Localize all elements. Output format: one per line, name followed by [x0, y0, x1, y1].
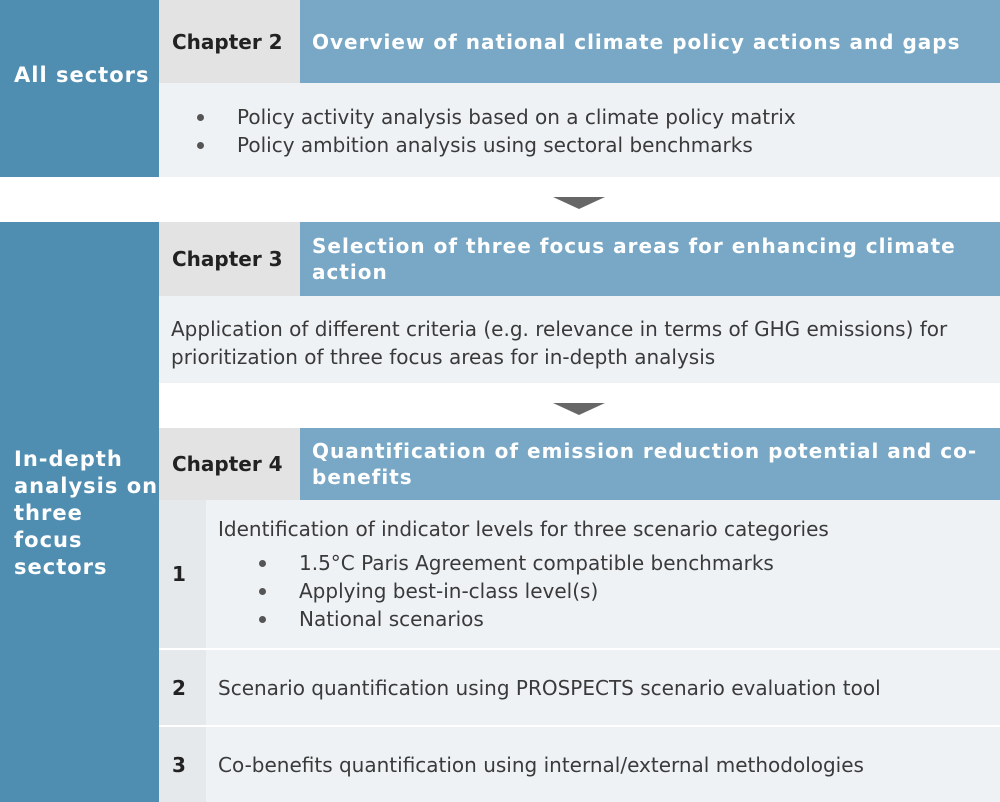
down-arrow-icon — [553, 197, 605, 209]
all-sectors-sidebar — [0, 0, 159, 177]
step-1-content — [206, 500, 1000, 648]
step-text: Scenario quantification using PROSPECTS scenario evaluation tool — [206, 650, 1000, 725]
step-number: 3 — [159, 727, 206, 802]
chapter-2-label: Chapter 2 — [159, 0, 300, 83]
in-depth-sidebar — [0, 222, 159, 802]
step-1-bullet-list — [259, 549, 1000, 633]
chapter-4-title: Quantification of emission reduction potential and co-benefits — [300, 428, 1000, 500]
chapter-3-title: Selection of three focus areas for enhancing climate action — [300, 222, 1000, 296]
bullet-item: National scenarios — [259, 605, 1000, 633]
step-text: Identification of indicator levels for three scenario categories — [218, 517, 829, 541]
bullet-item: Policy ambition analysis using sectoral benchmarks — [197, 131, 1000, 159]
bullet-item: Applying best-in-class level(s) — [259, 577, 1000, 605]
chapter-2-bullet-list — [197, 103, 1000, 159]
chapter-4-label: Chapter 4 — [159, 428, 300, 500]
step-number: 1 — [159, 500, 206, 648]
chapter-3-label: Chapter 3 — [159, 222, 300, 296]
step-number: 2 — [159, 650, 206, 725]
chapter-3-description: Application of different criteria (e.g. relevance in terms of GHG emissions) for prioritization of three focus areas for in-depth analysis — [159, 296, 1000, 383]
in-depth-label: In-depth analysis on three focus sectors — [14, 447, 159, 579]
chapter-2-content — [159, 83, 1000, 177]
all-sectors-label: All sectors — [14, 63, 150, 87]
step-text: Co-benefits quantification using internal/external methodologies — [206, 727, 1000, 802]
down-arrow-icon — [553, 403, 605, 415]
chapter-2-title: Overview of national climate policy actions and gaps — [300, 0, 1000, 83]
bullet-item: 1.5°C Paris Agreement compatible benchmarks — [259, 549, 1000, 577]
bullet-item: Policy activity analysis based on a climate policy matrix — [197, 103, 1000, 131]
